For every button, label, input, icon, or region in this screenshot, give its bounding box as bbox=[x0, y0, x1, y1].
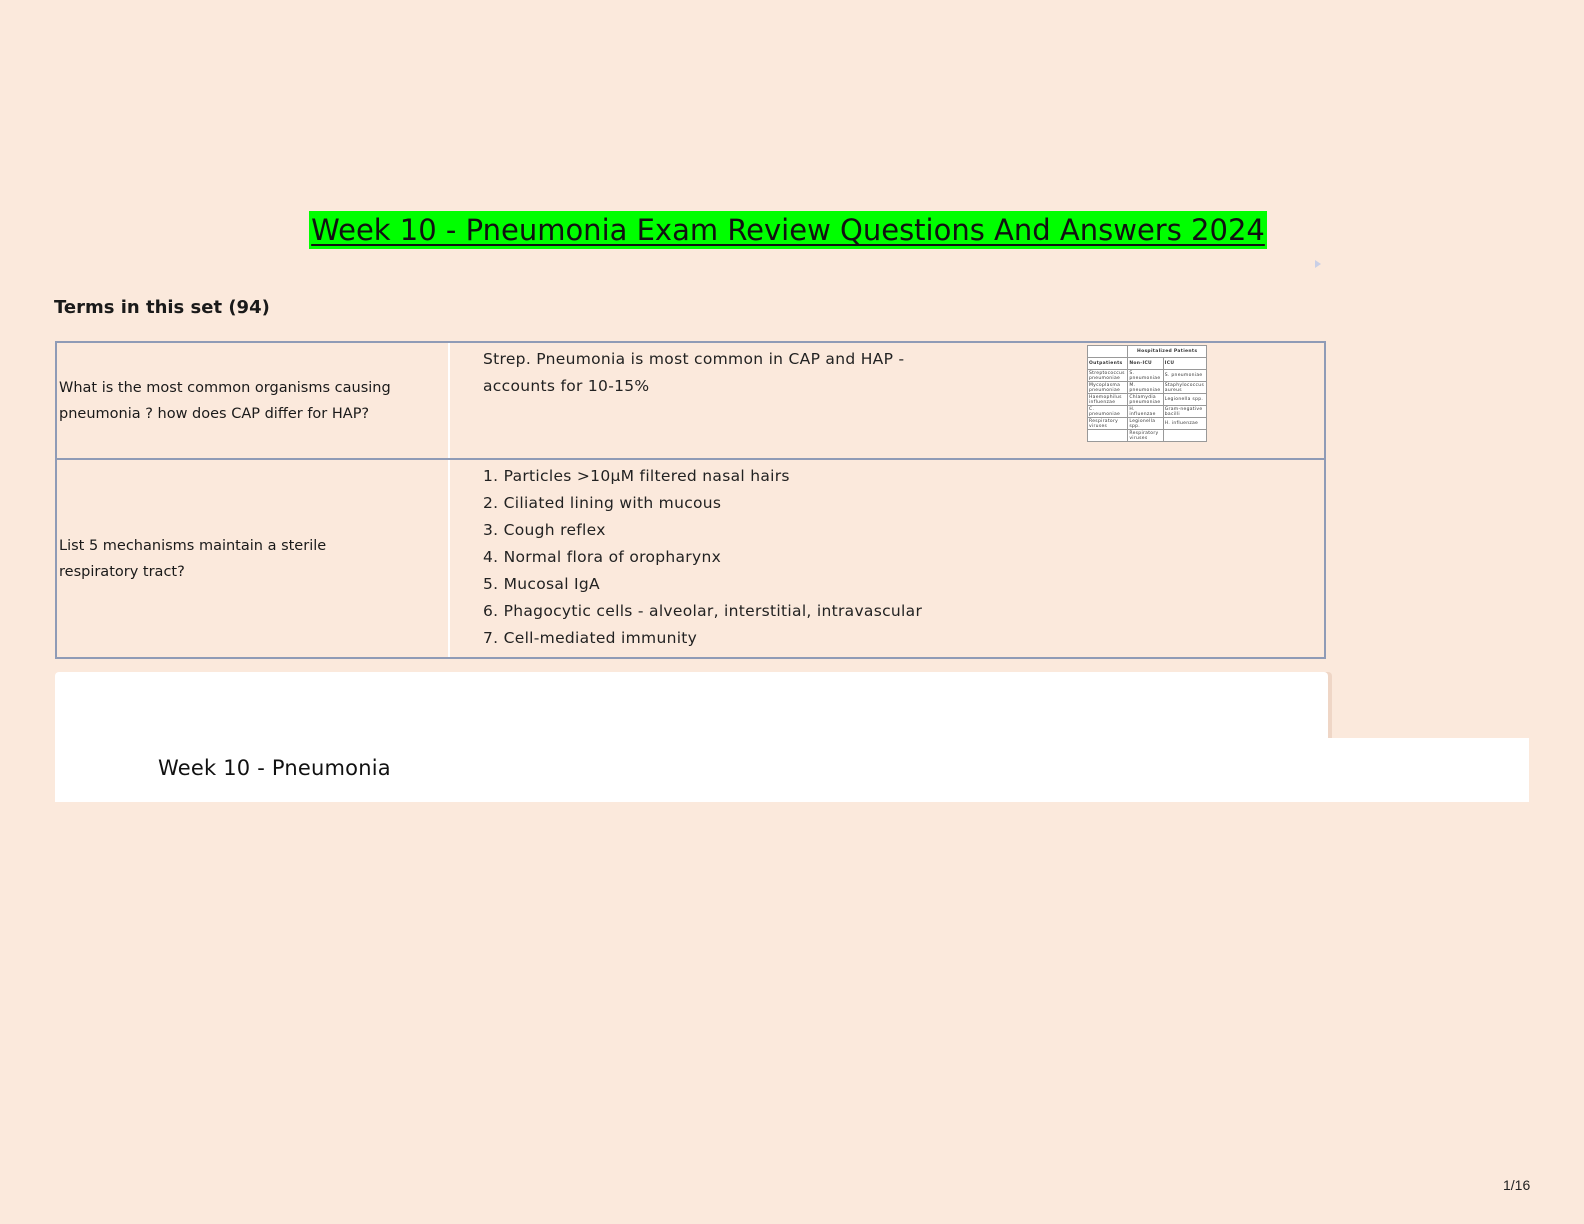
terms-count-heading: Terms in this set (94) bbox=[54, 297, 270, 318]
collapse-arrow-icon bbox=[1315, 260, 1321, 268]
mini-table-cell: M. pneumoniae bbox=[1128, 382, 1163, 394]
mini-table-cell: H. influenzae bbox=[1128, 406, 1163, 418]
flashcard-table bbox=[55, 341, 1326, 659]
definition-list-item: 3. Cough reflex bbox=[483, 521, 606, 539]
mini-table-cell: Legionella spp. bbox=[1128, 418, 1163, 430]
mini-table-cell: Chlamydia pneumoniae bbox=[1128, 394, 1163, 406]
mini-table-cell bbox=[1088, 430, 1128, 442]
term-text: List 5 mechanisms maintain a sterile respiratory tract? bbox=[59, 537, 327, 580]
next-page-card bbox=[55, 672, 1328, 802]
term-cell bbox=[57, 343, 450, 458]
definition-text: Strep. Pneumonia is most common in CAP and HAP - accounts for 10-15% bbox=[483, 350, 905, 395]
document-title-wrapper bbox=[0, 211, 1584, 249]
next-page-strip bbox=[1320, 738, 1529, 802]
definition-image-table bbox=[1087, 345, 1207, 442]
mini-table-col: Outpatients bbox=[1088, 358, 1128, 370]
mini-table-cell: Respiratory viruses bbox=[1128, 430, 1163, 442]
mini-table-cell: Mycoplasma pneumoniae bbox=[1088, 382, 1128, 394]
mini-table-cell: H. influenzae bbox=[1163, 418, 1206, 430]
next-page-title: Week 10 - Pneumonia bbox=[158, 756, 391, 780]
mini-table-blank bbox=[1088, 346, 1128, 358]
definition-list-item: 1. Particles >10μM filtered nasal hairs bbox=[483, 467, 790, 485]
term-cell bbox=[57, 460, 450, 657]
definition-cell bbox=[450, 343, 1324, 458]
term-text: What is the most common organisms causing pneumonia ? how does CAP differ for HAP? bbox=[59, 379, 391, 422]
mini-table-col: ICU bbox=[1163, 358, 1206, 370]
mini-table-cell: S. pneumoniae bbox=[1128, 370, 1163, 382]
page-number: 1/16 bbox=[1503, 1177, 1531, 1193]
mini-table-cell: Haemophilus influenzae bbox=[1088, 394, 1128, 406]
mini-table-cell: Respiratory viruses bbox=[1088, 418, 1128, 430]
mini-table-cell: Staphylococcus aureus bbox=[1163, 382, 1206, 394]
mini-table-cell: Gram-negative bacilli bbox=[1163, 406, 1206, 418]
mini-table-cell: S. pneumoniae bbox=[1163, 370, 1206, 382]
definition-list-item: 7. Cell-mediated immunity bbox=[483, 629, 698, 647]
mini-table-cell bbox=[1163, 430, 1206, 442]
definition-cell bbox=[450, 460, 1324, 657]
flashcard-row bbox=[57, 460, 1324, 657]
mini-table-cell: C. pneumoniae bbox=[1088, 406, 1128, 418]
definition-list-item: 4. Normal flora of oropharynx bbox=[483, 548, 722, 566]
mini-table-cell: Legionella spp. bbox=[1163, 394, 1206, 406]
mini-table-cell: Streptococcus pneumoniae bbox=[1088, 370, 1128, 382]
mini-table-col: Non-ICU bbox=[1128, 358, 1163, 370]
flashcard-row bbox=[57, 343, 1324, 460]
definition-list-item: 6. Phagocytic cells - alveolar, interstitial, intravascular bbox=[483, 602, 923, 620]
definition-list-item: 5. Mucosal IgA bbox=[483, 575, 600, 593]
mini-table-header: Hospitalized Patients bbox=[1128, 346, 1207, 358]
document-title: Week 10 - Pneumonia Exam Review Questions And Answers 2024 bbox=[311, 213, 1265, 247]
definition-list-item: 2. Ciliated lining with mucous bbox=[483, 494, 722, 512]
